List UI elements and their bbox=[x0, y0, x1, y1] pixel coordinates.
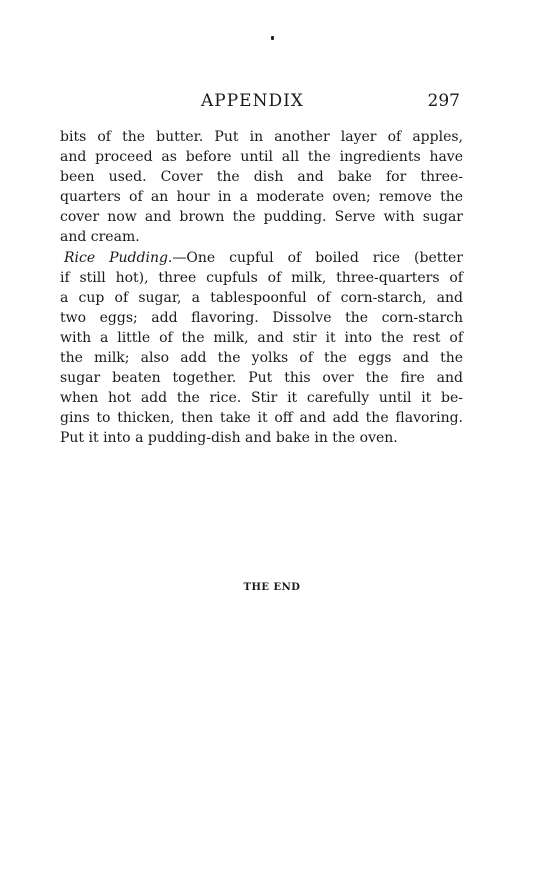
page-number: 297 bbox=[427, 91, 460, 111]
text-line: and proceed as before until all the ingredients have bbox=[60, 149, 463, 166]
text-line: and cream. bbox=[60, 229, 140, 246]
text-line: sugar beaten together. Put this over the fire and bbox=[60, 370, 463, 387]
recipe-intro: —One cupful of boiled rice (better bbox=[172, 249, 463, 266]
text-line: gins to thicken, then take it off and add the flavoring. bbox=[60, 410, 463, 427]
text-line: when hot add the rice. Stir it carefully until it be- bbox=[60, 390, 463, 407]
text-line: Put it into a pudding-dish and bake in the oven. bbox=[60, 430, 398, 447]
text-line: cover now and brown the pudding. Serve with sugar bbox=[60, 209, 463, 226]
text-line: a cup of sugar, a tablespoonful of corn-starch, and bbox=[60, 289, 463, 306]
text-line bbox=[60, 248, 463, 268]
text-line: quarters of an hour in a moderate oven; remove the bbox=[60, 189, 463, 206]
the-end: THE END bbox=[243, 582, 301, 593]
body-text bbox=[60, 127, 463, 449]
text-line: bits of the butter. Put in another layer of apples, bbox=[60, 129, 463, 145]
text-line: been used. Cover the dish and bake for three- bbox=[60, 169, 463, 186]
text-line: if still hot), three cupfuls of milk, three-quarters of bbox=[60, 269, 463, 286]
ink-speck bbox=[271, 36, 274, 40]
running-head bbox=[60, 91, 460, 115]
running-title: APPENDIX bbox=[201, 91, 304, 111]
text-line: the milk; also add the yolks of the eggs and the bbox=[60, 350, 463, 367]
recipe-heading: Rice Pudding. bbox=[64, 249, 173, 266]
text-line: two eggs; add flavoring. Dissolve the corn-starch bbox=[60, 309, 463, 326]
text-line: with a little of the milk, and stir it into the rest of bbox=[60, 329, 463, 346]
